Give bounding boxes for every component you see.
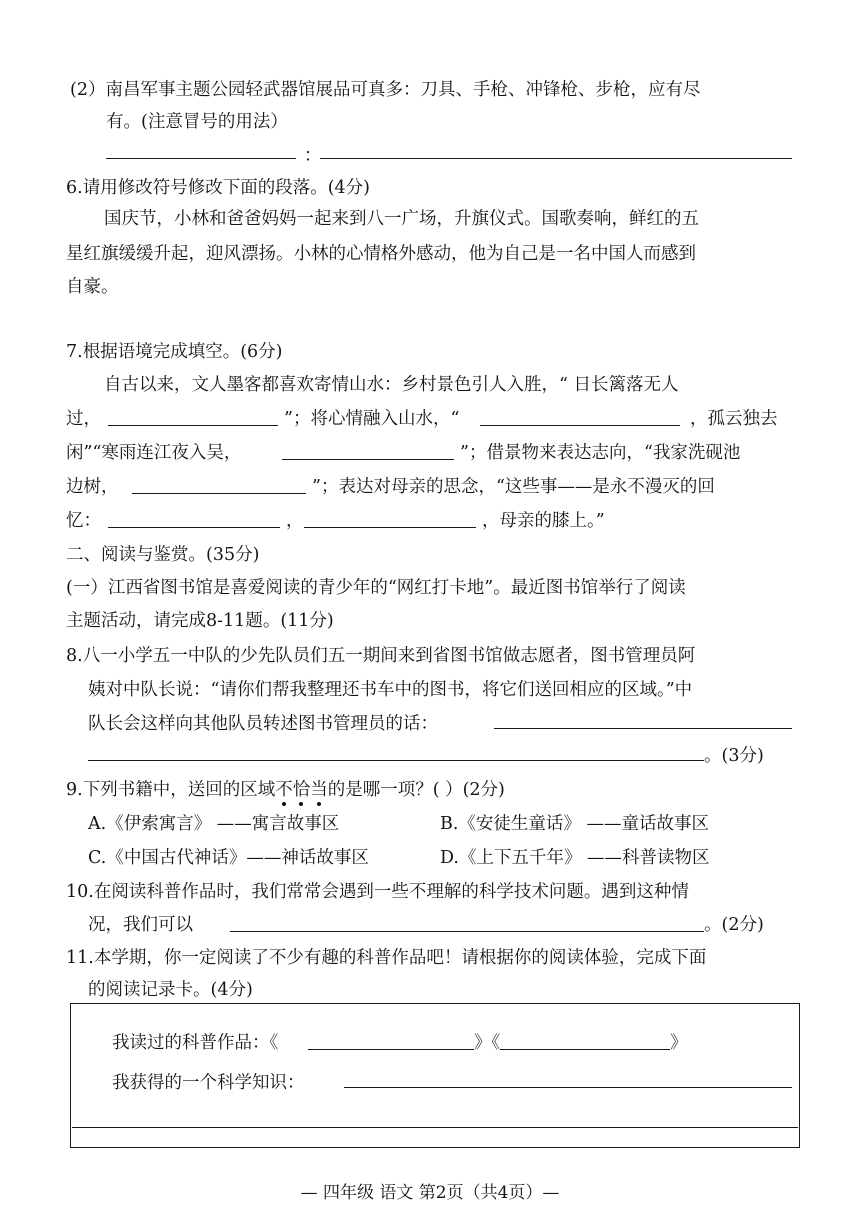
- card-work-1-line[interactable]: [308, 1049, 474, 1050]
- section2-title: 二、阅读与鉴赏。(35分): [66, 545, 260, 565]
- section2-intro2: 主题活动，请完成8-11题。(11分): [66, 611, 334, 631]
- q6-line2: 星红旗缓缓升起，迎风漂扬。小林的心情格外感动，他为自己是一名中国人而感到: [66, 244, 696, 264]
- q9-option-a[interactable]: A.《伊索寓言》 ——寓言故事区: [88, 814, 340, 834]
- q7-blank-1[interactable]: [108, 425, 278, 426]
- q7-l4b: ”；表达对母亲的思念，“这些事——是永不漫灭的回: [312, 477, 715, 497]
- q9-emph-1: 恰: [293, 776, 311, 801]
- q5-2-colon: ：: [304, 146, 322, 166]
- q9-option-d[interactable]: D.《上下五千年》 ——科普读物区: [440, 848, 710, 868]
- page-footer: — 四年级 语文 第2页（共4页）—: [300, 1183, 560, 1203]
- q9-option-c[interactable]: C.《中国古代神话》——神话故事区: [88, 848, 369, 868]
- q5-2-answer-line-1[interactable]: [106, 158, 296, 159]
- card-knowledge-line-2[interactable]: [72, 1127, 798, 1128]
- q10-answer-line[interactable]: [230, 931, 704, 932]
- q5-2-line2: 有。(注意冒号的用法）: [106, 112, 288, 132]
- q7-l4a: 边树，: [66, 477, 119, 497]
- q7-l2b: ”；将心情融入山水，“: [284, 409, 460, 429]
- q11-line1: 11.本学期，你一定阅读了不少有趣的科普作品吧！请根据你的阅读体验，完成下面: [66, 948, 707, 968]
- q7-line1: 自古以来，文人墨客都喜欢寄情山水：乡村景色引人入胜，“ 日长篱落无人: [104, 375, 679, 395]
- card-works-end: 》: [670, 1033, 688, 1053]
- q9-option-b[interactable]: B.《安徒生童话》 ——童话故事区: [440, 814, 709, 834]
- q7-blank-4[interactable]: [132, 493, 306, 494]
- q7-blank-2[interactable]: [480, 425, 680, 426]
- q5-2-answer-line-2[interactable]: [320, 158, 792, 159]
- q7-blank-6[interactable]: [304, 527, 476, 528]
- section2-intro1: (一）江西省图书馆是喜爱阅读的青少年的“网红打卡地”。最近图书馆举行了阅读: [66, 578, 686, 598]
- q7-l5a: 忆：: [66, 511, 101, 531]
- q7-l3b: ”；借景物来表达志向，“我家洗砚池: [460, 443, 741, 463]
- q7-blank-3[interactable]: [282, 459, 454, 460]
- q8-line1: 8.八一小学五一中队的少先队员们五一期间来到省图书馆做志愿者，图书管理员阿: [66, 646, 696, 666]
- q7-blank-5[interactable]: [108, 527, 280, 528]
- q9-emph-0: 不: [275, 776, 293, 801]
- card-works-mid: 》《: [474, 1033, 501, 1053]
- q8-score: 。(3分): [704, 746, 764, 766]
- q10-score: 。(2分): [704, 915, 764, 935]
- q7-title: 7.根据语境完成填空。(6分): [66, 342, 283, 362]
- q11-line2: 的阅读记录卡。(4分): [88, 980, 253, 1000]
- card-knowledge-label: 我获得的一个科学知识：: [112, 1073, 305, 1093]
- q6-title: 6.请用修改符号修改下面的段落。(4分): [66, 178, 370, 198]
- q7-l3a: 闲”“寒雨连江夜入吴，: [66, 443, 242, 463]
- card-knowledge-line-1[interactable]: [344, 1087, 792, 1088]
- q6-line3: 自豪。: [66, 277, 119, 297]
- q8-line3: 队长会这样向其他队员转述图书管理员的话：: [88, 714, 438, 734]
- q9-question: [66, 776, 505, 801]
- q10-line1: 10.在阅读科普作品时，我们常常会遇到一些不理解的科学技术问题。遇到这种情: [66, 882, 689, 902]
- q7-l2a: 过，: [66, 409, 101, 429]
- q8-answer-line-2[interactable]: [88, 760, 704, 761]
- card-work-2-line[interactable]: [500, 1049, 670, 1050]
- q6-line1: 国庆节，小林和爸爸妈妈一起来到八一广场，升旗仪式。国歌奏响，鲜红的五: [104, 209, 699, 229]
- q9-pre: 9.下列书籍中，送回的区域: [66, 780, 276, 800]
- q7-l5c: ，母亲的膝上。”: [482, 511, 605, 531]
- q8-answer-line-1[interactable]: [494, 728, 792, 729]
- q9-emph-2: 当: [310, 776, 328, 801]
- q10-line2: 况，我们可以: [88, 915, 193, 935]
- q7-l2c: ，孤云独去: [690, 409, 778, 429]
- q7-l5b: ，: [286, 511, 304, 531]
- q5-2-line1: (2）南昌军事主题公园轻武器馆展品可真多：刀具、手枪、冲锋枪、步枪，应有尽: [70, 80, 701, 100]
- q9-post: 的是哪一项？( ）(2分): [327, 780, 505, 800]
- q8-line2: 姨对中队长说：“请你们帮我整理还书车中的图书，将它们送回相应的区域。”中: [88, 680, 693, 700]
- card-works-label: 我读过的科普作品：《: [112, 1033, 279, 1053]
